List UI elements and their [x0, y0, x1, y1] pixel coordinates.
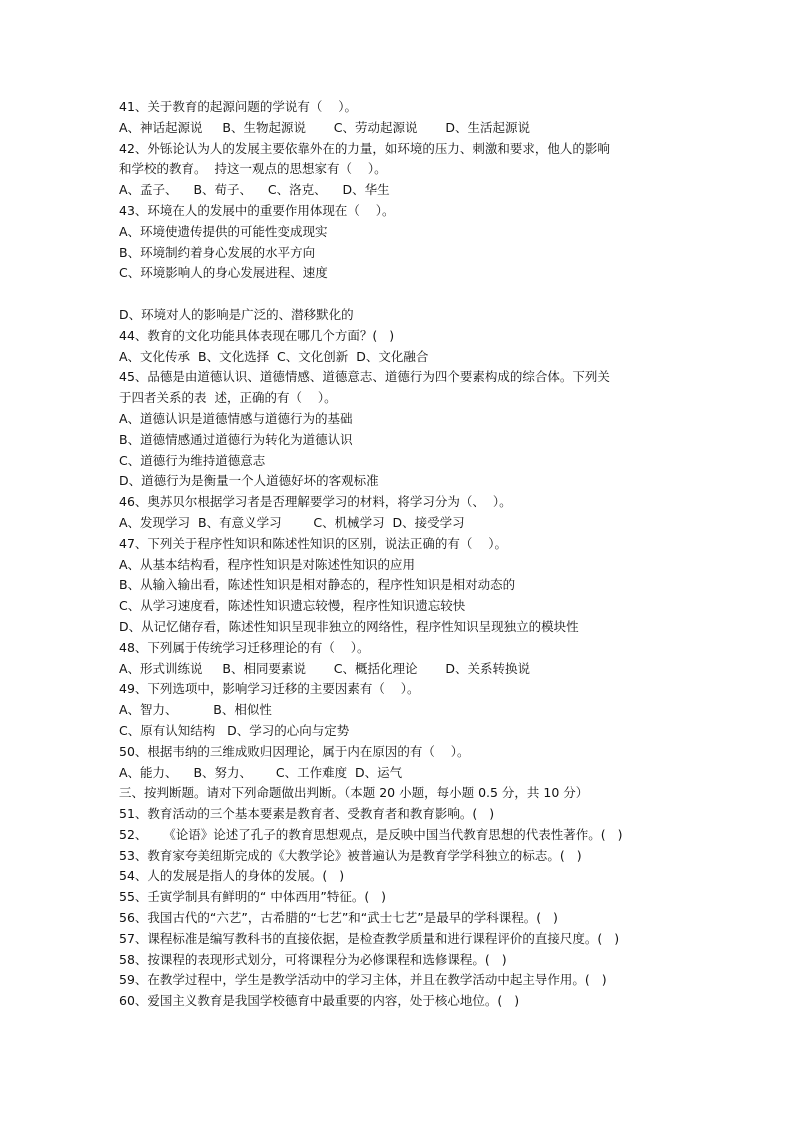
document-page [119, 97, 679, 1012]
question-43-option-d: D、环境对人的影响是广泛的、潜移默化的 [119, 306, 354, 322]
section-heading-judgement: 三、按判断题。请对下列命题做出判断。（本题 20 小题，每小题 0.5 分，共 10 分） [119, 785, 589, 801]
question-47-option-c: C、从学习速度看，陈述性知识遗忘较慢，程序性知识遗忘较快 [119, 598, 466, 614]
question-47-option-b: B、从输入输出看，陈述性知识是相对静态的，程序性知识是相对动态的 [119, 577, 516, 593]
question-47-option-d: D、从记忆储存看，陈述性知识呈现非独立的网络性，程序性知识呈现独立的模块性 [119, 618, 579, 634]
blank-line [119, 284, 679, 305]
question-43-option-b: B、环境制约着身心发展的水平方向 [119, 244, 316, 260]
question-50: 50、根据韦纳的三维成败归因理论，属于内在原因的有（ ）。 [119, 743, 470, 759]
question-53: 53、教育家夸美纽斯完成的《大教学论》被普遍认为是教育学学科独立的标志。( ) [119, 847, 582, 863]
question-45-option-c: C、道德行为维持道德意志 [119, 452, 266, 468]
question-47-option-a: A、从基本结构看，程序性知识是对陈述性知识的应用 [119, 556, 416, 572]
question-44: 44、教育的文化功能具体表现在哪几个方面？( ) [119, 327, 395, 343]
question-60: 60、爱国主义教育是我国学校德育中最重要的内容，处于核心地位。( ) [119, 993, 520, 1009]
question-46-options: A、发现学习 B、有意义学习 C、机械学习 D、接受学习 [119, 514, 465, 530]
question-46: 46、奥苏贝尔根据学习者是否理解要学习的材料，将学习分为（、 ）。 [119, 494, 512, 510]
question-42-options: A、孟子、 B、荀子、 C、洛克、 D、华生 [119, 182, 390, 198]
question-55: 55、壬寅学制具有鲜明的“ 中体西用”特征。( ) [119, 889, 387, 905]
question-58: 58、按课程的表现形式划分，可将课程分为必修课程和选修课程。( ) [119, 951, 507, 967]
question-43-option-c: C、环境影响人的身心发展进程、速度 [119, 265, 328, 281]
question-52: 52、 《论语》论述了孔子的教育思想观点，是反映中国当代教育思想的代表性著作。( ) [119, 826, 623, 842]
question-42: 42、外铄论认为人的发展主要依靠外在的力量，如环境的压力、刺激和要求，他人的影响 [119, 140, 610, 156]
question-48: 48、下列属于传统学习迁移理论的有（ ）。 [119, 639, 370, 655]
question-43: 43、环境在人的发展中的重要作用体现在（ ）。 [119, 202, 395, 218]
question-49-options-ab: A、智力、 B、相似性 [119, 702, 272, 718]
question-45: 45、品德是由道德认识、道德情感、道德意志、道德行为四个要素构成的综合体。下列关 [119, 369, 610, 385]
question-41: 41、关于教育的起源问题的学说有（ ）。 [119, 99, 358, 114]
question-47: 47、下列关于程序性知识和陈述性知识的区别，说法正确的有（ ）。 [119, 535, 508, 551]
question-59: 59、在教学过程中，学生是教学活动中的学习主体，并且在教学活动中起主导作用。( ) [119, 972, 607, 988]
question-45-option-d: D、道德行为是衡量一个人道德好坏的客观标准 [119, 473, 379, 489]
question-49: 49、下列选项中，影响学习迁移的主要因素有（ ）。 [119, 681, 420, 697]
question-56: 56、我国古代的“六艺”，古希腊的“七艺”和“武士七艺”是最早的学科课程。( ) [119, 910, 558, 926]
question-57: 57、课程标准是编写教科书的直接依据，是检查教学质量和进行课程评价的直接尺度。( ) [119, 930, 620, 946]
question-45-option-b: B、道德情感通过道德行为转化为道德认识 [119, 431, 353, 447]
question-45-cont: 于四者关系的表 述，正确的有（ ）。 [119, 390, 337, 406]
question-44-options: A、文化传承 B、文化选择 C、文化创新 D、文化融合 [119, 348, 429, 364]
question-42-cont: 和学校的教育。 持这一观点的思想家有（ ）。 [119, 161, 387, 177]
question-54: 54、人的发展是指人的身体的发展。( ) [119, 868, 345, 884]
question-41-options: A、神话起源说 B、生物起源说 C、劳动起源说 D、生活起源说 [119, 119, 530, 135]
question-49-options-cd: C、原有认知结构 D、学习的心向与定势 [119, 722, 350, 738]
question-48-options: A、形式训练说 B、相同要素说 C、概括化理论 D、关系转换说 [119, 660, 530, 676]
question-43-option-a: A、环境使遗传提供的可能性变成现实 [119, 223, 328, 239]
question-45-option-a: A、道德认识是道德情感与道德行为的基础 [119, 410, 353, 426]
question-51: 51、教育活动的三个基本要素是教育者、受教育者和教育影响。( ) [119, 806, 495, 822]
question-50-options: A、能力、 B、努力、 C、工作难度 D、运气 [119, 764, 403, 780]
